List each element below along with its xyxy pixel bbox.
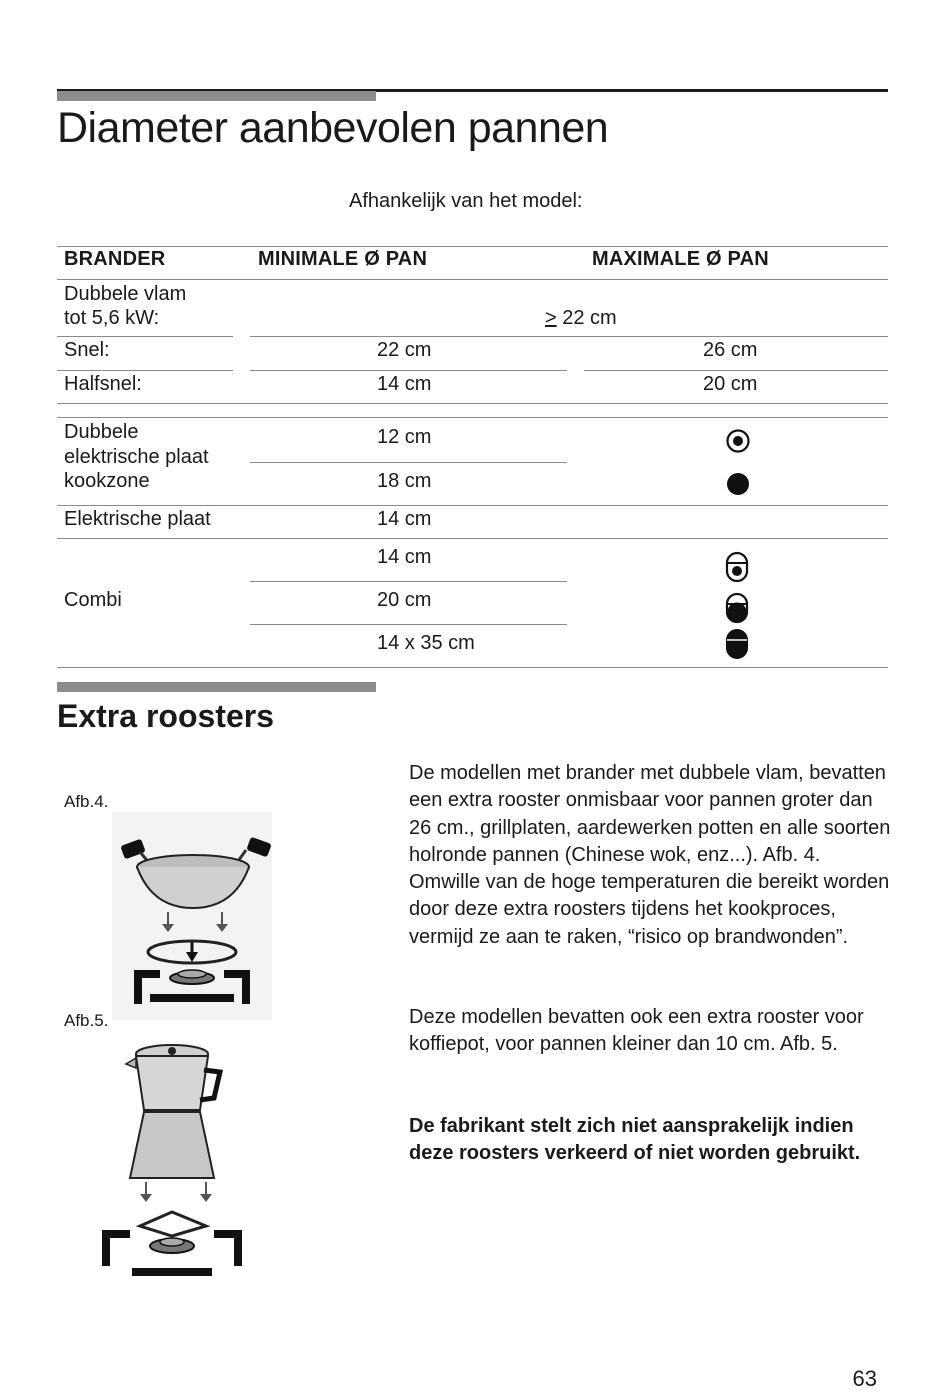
row-label-dubbele-vlam-line2: tot 5,6 kW: [64, 307, 160, 329]
row-label-snel: Snel: [64, 339, 110, 361]
fig5-label: Afb.5. [64, 1011, 109, 1030]
row-label-elektrische-plaat: Elektrische plaat [64, 508, 211, 530]
elektrische-plaat-min-value: 14 cm [377, 508, 432, 530]
table-rule [57, 370, 233, 371]
column-header-min: MINIMALE Ø PAN [258, 248, 428, 270]
section-rule [57, 682, 376, 692]
table-rule [57, 336, 233, 337]
table-rule [250, 336, 888, 337]
table-rule [57, 403, 888, 404]
rooster-paragraph-2: Deze modellen bevatten ook een extra rooster voor koffiepot, voor pannen kleiner dan 10 cm. Afb. 5. [409, 1006, 864, 1056]
header-rule-thick [57, 91, 376, 101]
combi-full-zone-icon [723, 628, 751, 662]
table-rule [57, 417, 888, 418]
combi-min1-value: 14 cm [377, 546, 432, 568]
table-rule [250, 370, 567, 371]
halfsnel-min-value: 14 cm [377, 373, 432, 395]
table-rule [57, 505, 888, 506]
column-header-max: MAXIMALE Ø PAN [592, 248, 769, 270]
table-rule [57, 279, 888, 280]
combi-min3-value: 14 x 35 cm [377, 632, 475, 654]
table-rule [57, 667, 888, 668]
combi-min2-value: 20 cm [377, 589, 432, 611]
section-title: Extra roosters [57, 698, 274, 734]
table-rule [584, 370, 888, 371]
dubbele-vlam-value [545, 306, 617, 331]
page-number: 63 [852, 1366, 877, 1391]
page-title: Diameter aanbevolen pannen [57, 104, 609, 152]
rooster-paragraph-1: De modellen met brander met dubbele vlam, bevatten een extra rooster onmisbaar voor pannen groter dan 26 cm., grillplaten, aardewerken potten en alle soorten holronde pannen (Chinese wok, enz...). Afb. 4. Omwille van de hoge temperaturen die bereikt worden door deze extra roosters tijdens het kookproces, vermijd ze aan te raken, “risico op brandwonden”. [409, 762, 891, 948]
liability-warning: De fabrikant stelt zich niet aansprakelijk indien deze roosters verkeerd of niet worden gebruikt. [409, 1115, 861, 1165]
coffeepot-on-rooster-illustration [96, 1040, 248, 1290]
row-label-dubbele-plaat-line1: Dubbele [64, 421, 139, 443]
row-label-dubbele-plaat-line3: kookzone [64, 470, 150, 492]
single-zone-icon [725, 471, 751, 497]
fig4-label: Afb.4. [64, 792, 109, 811]
halfsnel-max-value: 20 cm [703, 373, 758, 395]
greater-or-equal-symbol: > [545, 307, 557, 329]
snel-min-value: 22 cm [377, 339, 432, 361]
row-label-dubbele-vlam-line1: Dubbele vlam [64, 283, 187, 305]
snel-max-value: 26 cm [703, 339, 758, 361]
dubbele-plaat-min2-value: 18 cm [377, 470, 432, 492]
combi-round-zone-icon [723, 590, 751, 626]
wok-on-rooster-illustration [112, 812, 272, 1020]
row-label-dubbele-plaat-line2: elektrische plaat [64, 446, 209, 468]
table-rule [250, 581, 567, 582]
dubbele-vlam-value-text: 22 cm [556, 307, 617, 329]
table-rule [250, 462, 567, 463]
table-rule [250, 624, 567, 625]
combi-inner-zone-icon [723, 549, 751, 585]
table-rule [57, 246, 888, 247]
dubbele-plaat-min1-value: 12 cm [377, 426, 432, 448]
table-caption: Afhankelijk van het model: [349, 190, 583, 212]
row-label-combi: Combi [64, 589, 122, 611]
dual-zone-cooking-icon [725, 428, 751, 454]
column-header-brander: BRANDER [64, 248, 166, 270]
table-rule [57, 538, 888, 539]
row-label-halfsnel: Halfsnel: [64, 373, 142, 395]
